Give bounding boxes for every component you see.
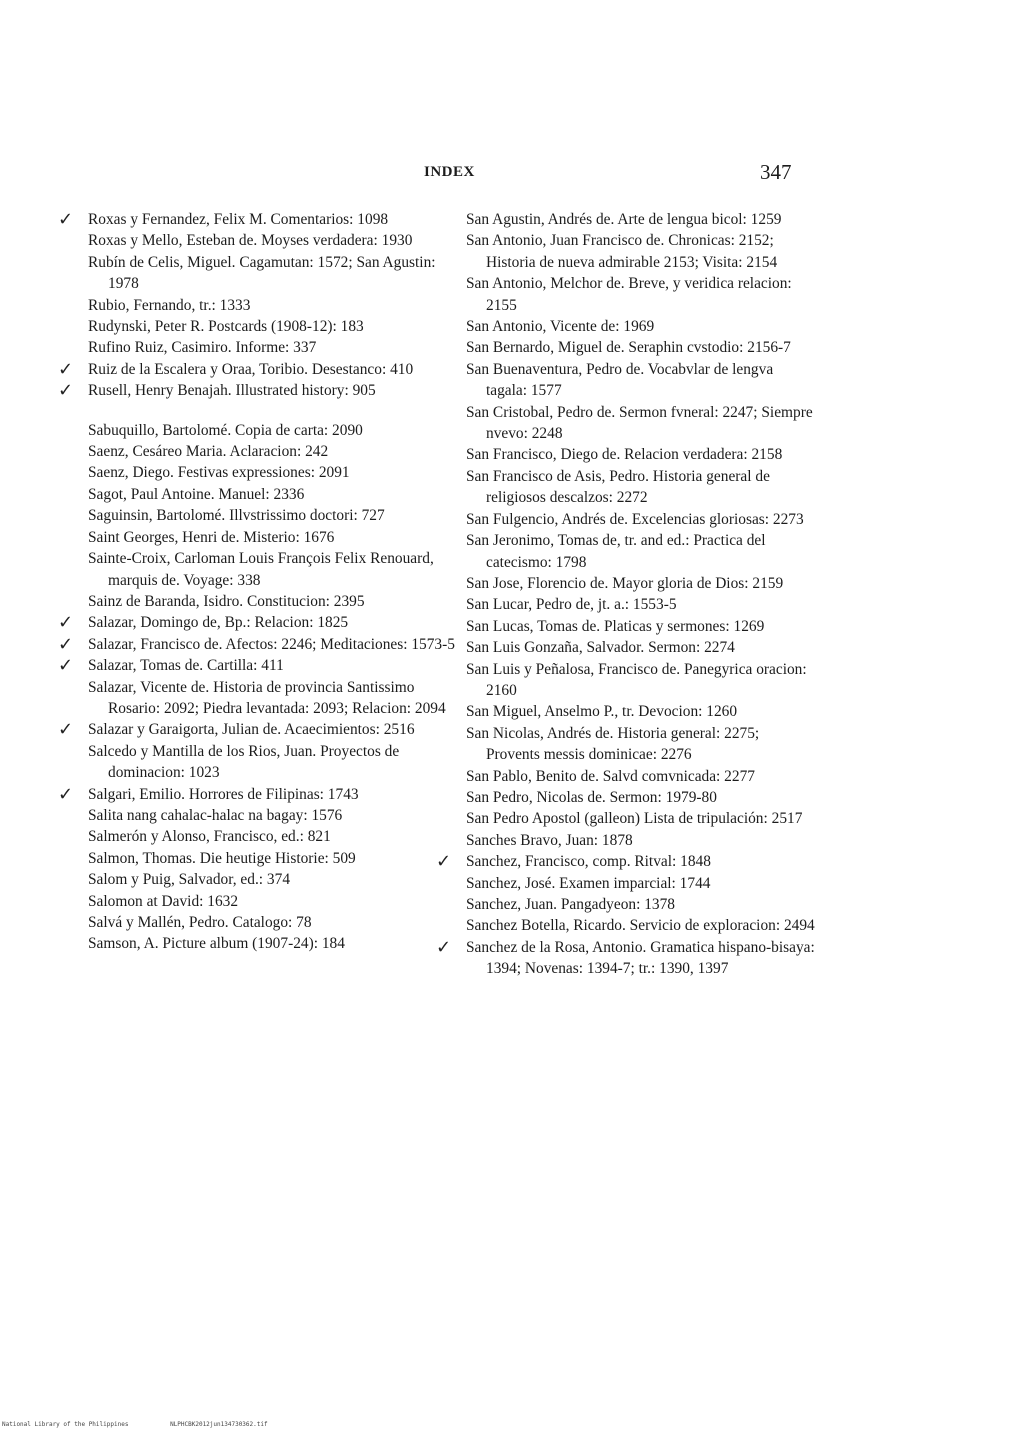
index-entry xyxy=(88,505,460,526)
index-entry-text: Sagot, Paul Antoine. Manuel: 2336 xyxy=(88,485,305,503)
checkmark-icon: ✓ xyxy=(58,655,74,677)
index-entry-text: Sainz de Baranda, Isidro. Constitucion: 2395 xyxy=(88,592,365,610)
index-entry xyxy=(466,894,816,915)
checkmark-icon: ✓ xyxy=(58,358,74,380)
index-entry xyxy=(466,337,816,358)
index-entry xyxy=(88,441,460,462)
index-entry xyxy=(466,616,816,637)
index-entry-text: San Miguel, Anselmo P., tr. Devocion: 1260 xyxy=(466,703,738,721)
footer-library: National Library of the Philippines xyxy=(2,1421,129,1428)
index-entry-text: Saguinsin, Bartolomé. Illvstrissimo doctori: 727 xyxy=(88,507,385,525)
index-entry xyxy=(466,808,816,829)
index-entry-text: Salazar, Francisco de. Afectos: 2246; Meditaciones: 1573-5 xyxy=(88,635,455,653)
index-entry xyxy=(466,273,816,316)
index-entry-text: Sanchez, José. Examen imparcial: 1744 xyxy=(466,874,711,892)
index-entry-text: San Buenaventura, Pedro de. Vocabvlar de lengva tagala: 1577 xyxy=(466,360,774,400)
index-entry xyxy=(466,359,816,402)
index-entry xyxy=(466,209,816,230)
index-entry-text: Roxas y Mello, Esteban de. Moyses verdadera: 1930 xyxy=(88,232,413,250)
index-entry-text: Salmerón y Alonso, Francisco, ed.: 821 xyxy=(88,828,331,846)
index-column-left xyxy=(58,209,460,955)
index-entry-text: San Antonio, Vicente de: 1969 xyxy=(466,318,655,336)
index-entry-text: Rubín de Celis, Miguel. Cagamutan: 1572; San Agustin: 1978 xyxy=(88,253,436,293)
index-entry-text: San Luis y Peñalosa, Francisco de. Panegyrica oracion: 2160 xyxy=(466,660,807,699)
index-entry-text: San Lucar, Pedro de, jt. a.: 1553-5 xyxy=(466,596,677,614)
index-entry-text: Samson, A. Picture album (1907-24): 184 xyxy=(88,935,345,953)
index-entry xyxy=(88,826,460,847)
index-entry-text: Saenz, Diego. Festivas expressiones: 2091 xyxy=(88,464,350,482)
index-entry xyxy=(466,787,816,808)
index-entry xyxy=(58,783,460,805)
index-entry-text: San Agustin, Andrés de. Arte de lengua bicol: 1259 xyxy=(466,211,782,228)
index-entry xyxy=(88,891,460,912)
index-entry xyxy=(88,805,460,826)
index-entry xyxy=(436,851,816,873)
index-entry-text: Rusell, Henry Benajah. Illustrated history: 905 xyxy=(88,382,376,400)
index-entry-text: Roxas y Fernandez, Felix M. Comentarios: 1098 xyxy=(88,211,389,228)
index-entry xyxy=(88,295,460,316)
checkmark-icon: ✓ xyxy=(58,209,74,230)
index-entry-text: San Pedro, Nicolas de. Sermon: 1979-80 xyxy=(466,788,717,806)
index-entry xyxy=(58,612,460,634)
index-entry xyxy=(88,230,460,251)
index-entry xyxy=(466,873,816,894)
index-entry-text: Rudynski, Peter R. Postcards (1908-12): 183 xyxy=(88,318,364,336)
index-entry xyxy=(88,527,460,548)
index-entry-text: Salazar, Domingo de, Bp.: Relacion: 1825 xyxy=(88,614,349,632)
page-number: 347 xyxy=(760,160,792,184)
index-entry-text: San Francisco de Asis, Pedro. Historia general de religiosos descalzos: 2272 xyxy=(466,467,770,507)
index-entry-text: Salazar y Garaigorta, Julian de. Acaecimientos: 2516 xyxy=(88,721,415,739)
index-entry xyxy=(466,701,816,722)
index-entry-text: Sanchez de la Rosa, Antonio. Gramatica hispano-bisaya: 1394; Novenas: 1394-7; tr.: 1390, 1397 xyxy=(466,938,815,978)
index-entry xyxy=(466,402,816,445)
index-entry xyxy=(88,912,460,933)
running-header: INDEX xyxy=(424,164,475,180)
footer-file-id: NLPHCBK2012jun134730362.tif xyxy=(170,1421,268,1428)
checkmark-icon: ✓ xyxy=(58,719,74,741)
index-entry-text: Salita nang cahalac-halac na bagay: 1576 xyxy=(88,806,343,824)
index-entry-text: San Nicolas, Andrés de. Historia general: 2275; Provents messis dominicae: 2276 xyxy=(466,724,760,764)
index-entry-text: Rufino Ruiz, Casimiro. Informe: 337 xyxy=(88,339,317,357)
index-entry xyxy=(466,230,816,273)
index-entry xyxy=(88,462,460,483)
index-entry-text: San Jeronimo, Tomas de, tr. and ed.: Practica del catecismo: 1798 xyxy=(466,532,766,571)
index-entry-text: Sanches Bravo, Juan: 1878 xyxy=(466,831,633,849)
index-entry xyxy=(466,723,816,766)
index-entry-text: San Fulgencio, Andrés de. Excelencias gloriosas: 2273 xyxy=(466,510,804,528)
index-entry xyxy=(88,420,460,441)
index-entry xyxy=(58,719,460,741)
index-entry xyxy=(88,869,460,890)
index-entry xyxy=(88,848,460,869)
index-entry xyxy=(466,766,816,787)
index-entry-text: Rubio, Fernando, tr.: 1333 xyxy=(88,296,251,314)
checkmark-icon: ✓ xyxy=(58,612,74,634)
index-entry xyxy=(436,936,816,980)
index-entry xyxy=(88,316,460,337)
index-entry xyxy=(58,633,460,655)
index-entry-text: Salomon at David: 1632 xyxy=(88,892,239,910)
index-entry xyxy=(58,380,460,402)
index-column-right xyxy=(436,209,816,980)
index-entry-text: Sanchez, Francisco, comp. Ritval: 1848 xyxy=(466,853,711,871)
index-entry xyxy=(58,655,460,677)
index-entry xyxy=(466,659,816,702)
index-entry xyxy=(466,530,816,573)
index-entry xyxy=(466,915,816,936)
index-entry-text: San Lucas, Tomas de. Platicas y sermones: 1269 xyxy=(466,617,765,635)
index-entry-text: San Cristobal, Pedro de. Sermon fvneral: 2247; Siempre nvevo: 2248 xyxy=(466,403,813,443)
index-entry xyxy=(88,484,460,505)
index-entry-text: San Francisco, Diego de. Relacion verdadera: 2158 xyxy=(466,446,783,464)
index-entry-text: San Pablo, Benito de. Salvd comvnicada: 2277 xyxy=(466,767,755,785)
index-entry-text: Sanchez, Juan. Pangadyeon: 1378 xyxy=(466,896,676,913)
checkmark-icon: ✓ xyxy=(436,851,452,873)
index-entry-text: Ruiz de la Escalera y Oraa, Toribio. Desestanco: 410 xyxy=(88,360,414,378)
index-entry xyxy=(466,509,816,530)
checkmark-icon: ✓ xyxy=(58,783,74,805)
index-entry-text: San Luis Gonzaña, Salvador. Sermon: 2274 xyxy=(466,639,735,657)
index-entry xyxy=(466,573,816,594)
index-entry xyxy=(58,209,460,230)
checkmark-icon: ✓ xyxy=(436,936,452,958)
index-entry xyxy=(58,358,460,380)
index-entry xyxy=(466,316,816,337)
index-entry-text: San Jose, Florencio de. Mayor gloria de Dios: 2159 xyxy=(466,574,784,592)
index-entry xyxy=(466,466,816,509)
index-entry xyxy=(466,830,816,851)
index-entry-text: Sainte-Croix, Carloman Louis François Felix Renouard, marquis de. Voyage: 338 xyxy=(88,550,434,589)
index-entry-text: Saint Georges, Henri de. Misterio: 1676 xyxy=(88,528,335,546)
scan-footer xyxy=(2,1421,306,1428)
index-entry-text: Saenz, Cesáreo Maria. Aclaracion: 242 xyxy=(88,443,329,461)
index-entry xyxy=(88,252,460,295)
index-entry xyxy=(88,337,460,358)
index-entry-text: Salcedo y Mantilla de los Rios, Juan. Proyectos de dominacion: 1023 xyxy=(88,742,400,782)
index-entry-text: Sanchez Botella, Ricardo. Servicio de exploracion: 2494 xyxy=(466,917,815,935)
index-entry-text: San Bernardo, Miguel de. Seraphin cvstodio: 2156-7 xyxy=(466,339,791,357)
index-entry xyxy=(466,637,816,658)
index-entry-text: Salmon, Thomas. Die heutige Historie: 509 xyxy=(88,849,356,867)
index-entry-text: Salvá y Mallén, Pedro. Catalogo: 78 xyxy=(88,914,312,931)
index-entry-text: Salazar, Tomas de. Cartilla: 411 xyxy=(88,657,284,675)
checkmark-icon: ✓ xyxy=(58,380,74,402)
index-entry-text: Sabuquillo, Bartolomé. Copia de carta: 2090 xyxy=(88,421,363,439)
checkmark-icon: ✓ xyxy=(58,633,74,655)
index-entry-text: San Antonio, Juan Francisco de. Chronicas: 2152; Historia de nueva admirable 2153; Visita: 2154 xyxy=(466,232,778,271)
index-entry-text: Salazar, Vicente de. Historia de provincia Santissimo Rosario: 2092; Piedra levantada: 2093; Relacion: 2094 xyxy=(88,678,446,717)
index-entry xyxy=(88,741,460,784)
index-entry xyxy=(466,444,816,465)
index-entry-text: Salgari, Emilio. Horrores de Filipinas: 1743 xyxy=(88,785,359,803)
index-entry-text: San Pedro Apostol (galleon) Lista de tripulación: 2517 xyxy=(466,810,803,828)
index-entry-text: San Antonio, Melchor de. Breve, y veridica relacion: 2155 xyxy=(466,275,792,314)
index-entry xyxy=(88,548,460,591)
index-entry xyxy=(466,594,816,615)
index-entry xyxy=(88,677,460,720)
index-entry-text: Salom y Puig, Salvador, ed.: 374 xyxy=(88,871,291,889)
index-entry xyxy=(88,933,460,954)
index-entry xyxy=(88,591,460,612)
